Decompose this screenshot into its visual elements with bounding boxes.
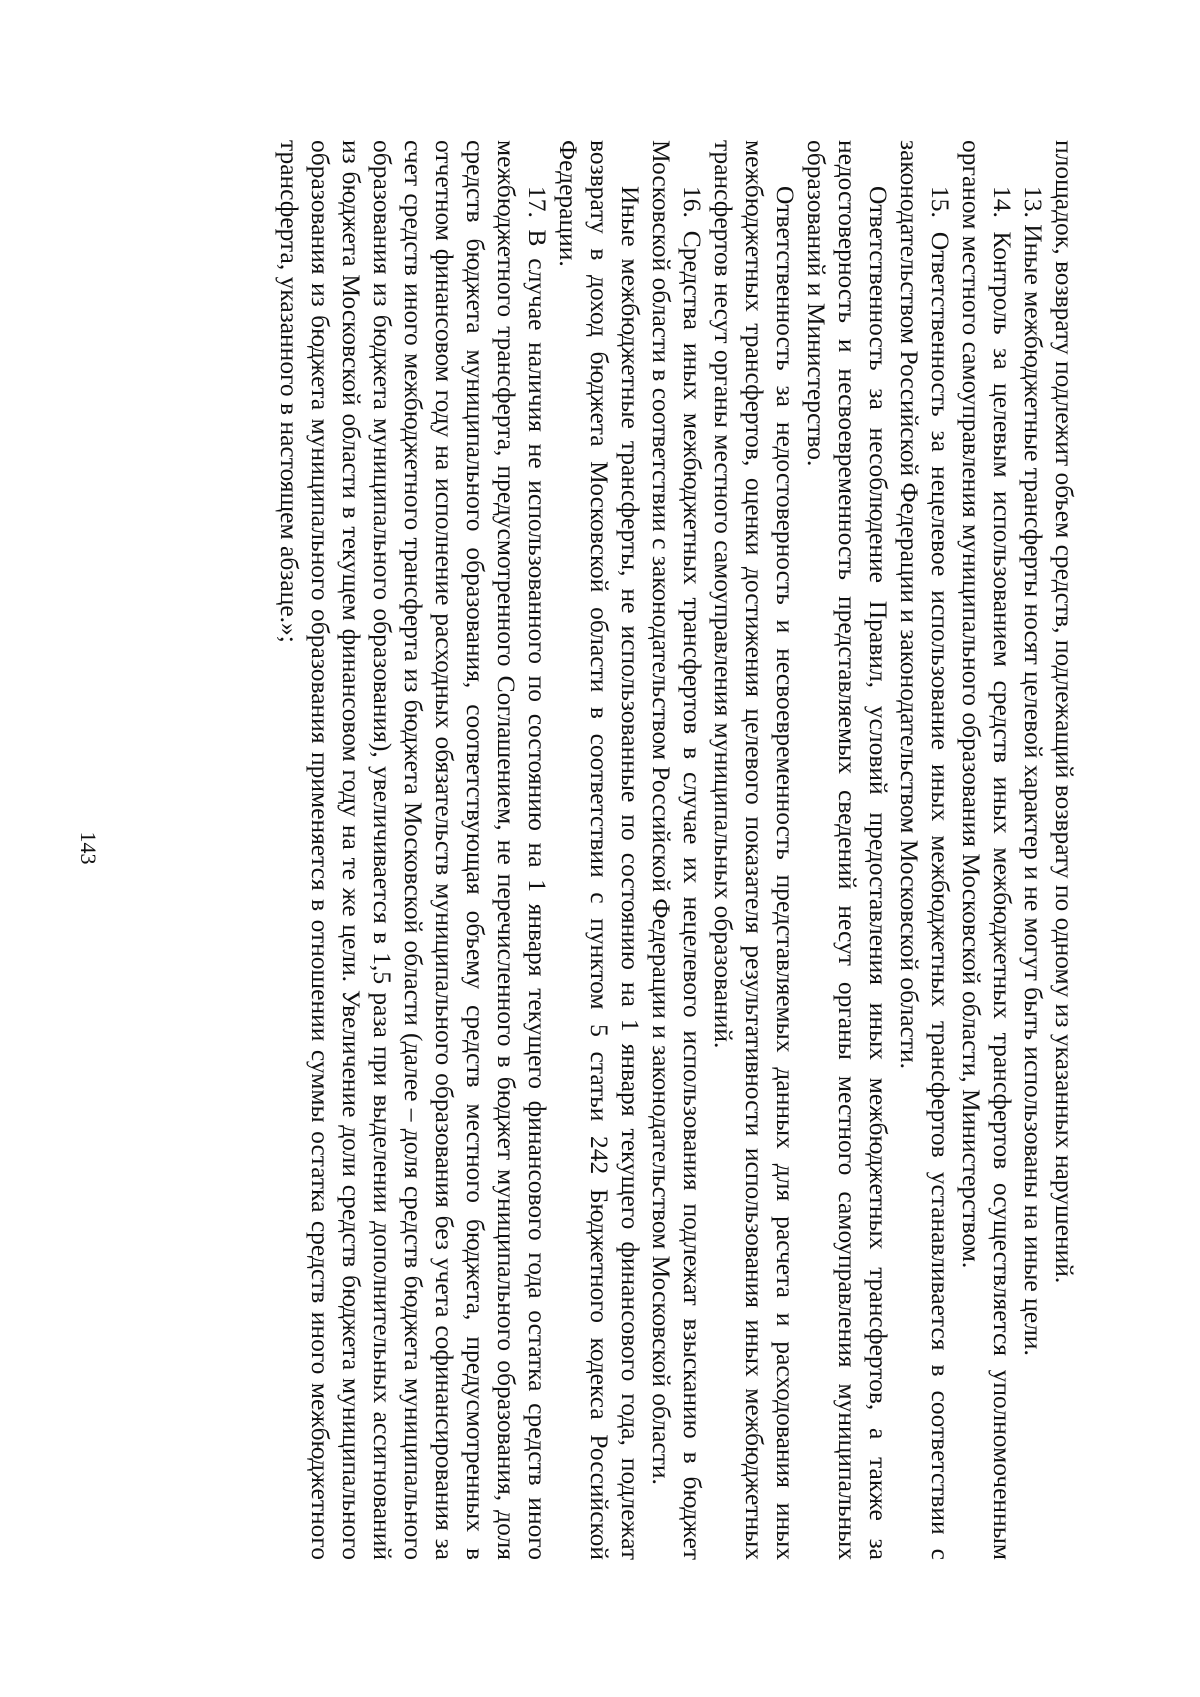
paragraph-item-16: 16. Средства иных межбюджетных трансфертов в случае их нецелевого использования подлежат взысканию в бюджет Московской области в соответствии с законодательством Российской Федерации и законодательством Московской области. bbox=[647, 140, 707, 1560]
paragraph-continuation: площадок, возврату подлежит объем средств, подлежащий возврату по одному из указанных нарушений. bbox=[1050, 140, 1079, 1284]
paragraph-item-14: 14. Контроль за целевым использованием средств иных межбюджетных трансфертов осуществляется уполномоченным органом местного самоуправления муниципального образования Московской области, Министерством. bbox=[957, 140, 1017, 1560]
paragraph-responsibility-data: Ответственность за недостоверность и несвоевременность представляемых данных для расчета и расходования иных межбюджетных трансфертов, оценки достижения целевого показателя результативности использования иных межбюджетных трансфертов несут органы местного самоуправления муниципальных образований. bbox=[709, 140, 800, 1560]
paragraph-responsibility-rules: Ответственность за несоблюдение Правил, условий предоставления иных межбюджетных трансфертов, а также за недостоверность и несвоевременность представляемых сведений несут органы местного самоуправления муниципальных образований и Министерство. bbox=[802, 140, 893, 1560]
paragraph-item-17: 17. В случае наличия не использованного по состоянию на 1 января текущего финансового года остатка средств иного межбюджетного трансферта, предусмотренного Соглашением, не перечисленного в бюджет муниципального образования, доля средств бюджета муниципального образования, соответствующая объему средств местного бюджета, предусмотренных в отчетном финансовом году на исполнение расходных обязательств муниципального образования без учета софинансирования за счет средств иного межбюджетного трансферта из бюджета Московской области (далее – доля средств бюджета муниципального образования из бюджета муниципального образования), увеличивается в 1,5 раза при выделении дополнительных ассигнований из бюджета Московской области в текущем финансовом году на те же цели. Увеличение доли средств бюджета муниципального образования из бюджета муниципального образования применяется в отношении суммы остатка средств иного межбюджетного трансферта, указанного в настоящем абзаце.»; bbox=[275, 140, 552, 1560]
paragraph-unused-transfers: Иные межбюджетные трансферты, не использованные по состоянию на 1 января текущего финансового года, подлежат возврату в доход бюджета Московской области в соответствии с пунктом 5 статьи 242 Бюджетного кодекса Российской Федерации. bbox=[554, 140, 645, 1560]
page-number: 143 bbox=[76, 831, 101, 865]
paragraph-item-13: 13. Иные межбюджетные трансферты носят целевой характер и не могут быть использованы на иные цели. bbox=[1019, 186, 1048, 1356]
paragraph-item-15: 15. Ответственность за нецелевое использование иных межбюджетных трансфертов устанавливается в соответствии с законодательством Российской Федерации и законодательством Московской области. bbox=[895, 140, 955, 1560]
document-body bbox=[274, 140, 1080, 1560]
